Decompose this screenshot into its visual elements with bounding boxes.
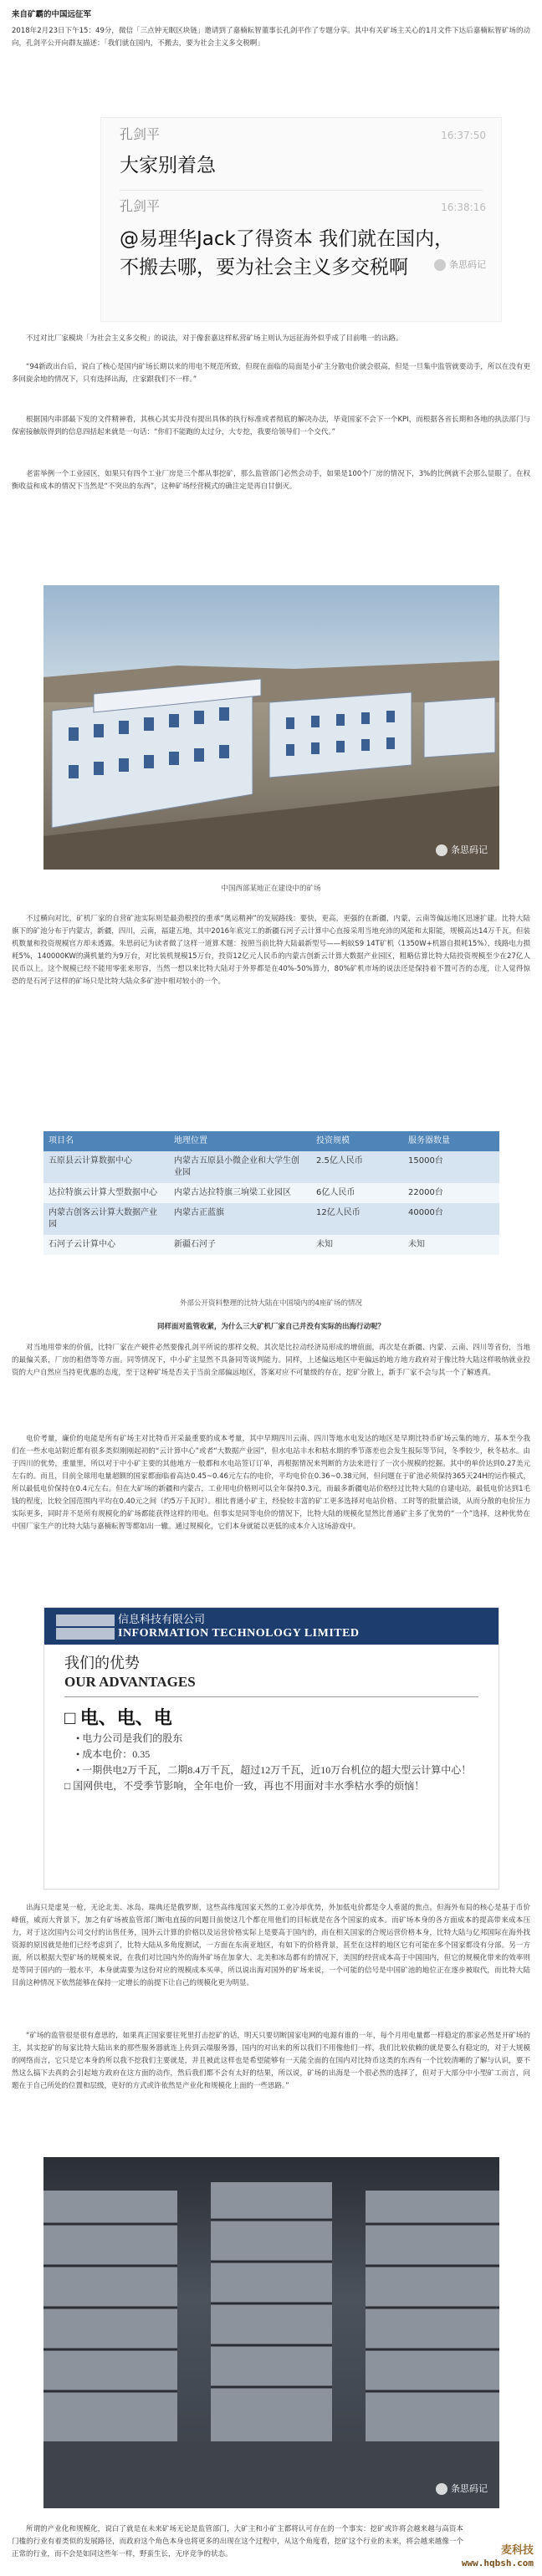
advantages-heading-en: OUR ADVANTAGES (64, 1674, 196, 1690)
advantages-heading-cn: 我们的优势 (64, 1655, 140, 1671)
chat-message: @易理华Jack了得资本 我们就在国内，不搬去哪，要为社会主义多交税啊 (120, 228, 454, 278)
advantages-headline: □ 电、电、电 (64, 1707, 172, 1728)
paragraph: 老雷举例一个工业园区，如果只有四个工业厂房是三个都从事挖矿，那么监管部门必然会动手，如果是100个厂房的情况下，3%的比例就不会那么显眼了。在权衡收益和成本的情况下当然是“不突出的东西”，这种矿场经营模式的确注定是再自甘倒灭。 (12, 470, 530, 491)
watermark-text: 条思码记 (451, 844, 488, 855)
table-caption: 外部公开资料整理的比特大陆在中国境内的4座矿场的情况 (180, 1299, 362, 1308)
watermark-logo-icon (436, 2483, 447, 2495)
watermark-logo-icon (434, 259, 446, 271)
watermark (436, 844, 488, 856)
company-name-en: INFORMATION TECHNOLOGY LIMITED (56, 1626, 487, 1641)
paragraph: 所谓的产业化和规模化，说白了就是在未来矿场无论是监管部门，大矿主和小矿主都将认可存在的一个事实：挖矿或许将会越来越与高资本门槛的行业有着类似的发展路径，而政府这个角色本身也将更多的出现在这个过程中，从这个角度看，挖矿这个行业的未来，将会越来越像一个正常的行业，而不会是如同这些年一样，野蛮生长，无序竞争的状态。 (12, 2525, 463, 2558)
company-banner (44, 1608, 499, 1645)
table-header-row (43, 1131, 499, 1151)
table-cell: 未知 (403, 1235, 499, 1255)
table-cell: 新疆石河子 (169, 1235, 311, 1255)
mining-farms-table (43, 1131, 499, 1255)
table-cell: 五原县云计算数据中心 (43, 1151, 169, 1183)
paragraph: 根据国内串部最下发的文件精神看，其核心其实并没有提出具体的执行标准或者彻底的解决办法，毕竟国家不会下一个KPI，而根据各省长期和各地的执法部门与保密接触版得到的信息四括起来就是一句话：“你们不能跑的太过分，大专挖，我要给领导们一个交代。” (12, 416, 530, 436)
paragraph: 不过对比厂家模块「为社会主义多交税」的说法，对于像套嘉这样私营矿场主则认为远征海外似乎成了目前唯一的出路。 (26, 334, 403, 343)
table-header: 服务器数量 (403, 1131, 499, 1151)
company-advert (43, 1607, 499, 1890)
photo-caption: 中国西部某地正在建设中的矿场 (221, 885, 321, 893)
table-cell: 6亿人民币 (311, 1183, 403, 1203)
advantage-item: • 一期供电2万千瓦，二期8.4万千瓦，超过12万千瓦，近10万台机位的超大型云计算中心！ (76, 1764, 472, 1776)
watermark (434, 258, 486, 271)
section-subheading: 同样面对监管收紧，为什么三大矿机厂家自己并没有实际的出海行动呢？ (156, 1323, 385, 1331)
table-cell: 22000台 (403, 1183, 499, 1203)
paragraph: 电价考量，廉价的电能是所有矿场主对比特币开采最重要的成本考量，其中早期四川云南、四川等地水电发达的地区是早期比特币矿场云集的地方，基本至今我们在一些水电站附近都有很多类似刚刚起初的“云计算中心”或者“大数据产业园”，但水电站丰水和枯水期的季节落差也会发生报际等节问，冬季较少，秋冬枯水。由于四川的优势，重量里，所以对于中小矿主要的其他地方一般都和水电站签订订单，再根据情况来判断的方法来进行了一次小规模的挖掘。其中的单价达到0.27美元左右的。而且，目前全球用电量超额的国家都面临着高达0.45~0.46元左右的电价，平均电价在0.36~0.38元间，但问题在于矿池必须保持365天24H的运作模式，所以最低电价保持在0.4元左右。但在大矿场的新疆和内蒙古，工业用电价格则可以全年保持0.3元，而最多新疆电站价格经过比特大陆的自建电站，最低电价达到1毛钱的程度，比较全国范围内平均在0.40元之间（约5万千瓦时）。相比普通小矿主，经验较丰富的矿工更多选择对电站价格、工时等的批量洽谈，从而分散的电价压力实际更多，同时并不是所有规模化的矿场都能获得这样的用电。但事实是同等电价的情况下，比特大陆的规模化显然比普通矿主多了优势的“一个”选择，这种优势在中国厂家生产的比特大陆与嘉楠耘智等都如出一辙。通过规模化，它们本身就能以更低的成本介入这场游戏中。 (12, 1435, 530, 1531)
chat-timestamp: 16:37:50 (441, 130, 486, 141)
redacted-block (56, 1628, 115, 1640)
chat-divider (120, 190, 483, 191)
miner-racks-illustration (43, 2157, 499, 2508)
table-cell: 40000台 (403, 1203, 499, 1235)
table-cell: 内蒙古创客云计算大数据产业园 (43, 1203, 169, 1235)
table-cell: 内蒙古正蓝旗 (169, 1203, 311, 1235)
chat-screenshot (100, 117, 502, 322)
site-logo-text: 麦科技 (500, 2544, 534, 2557)
advantage-item: • 成本电价：0.35 (76, 1748, 151, 1760)
table-cell: 石河子云计算中心 (43, 1235, 169, 1255)
table-cell: 12亿人民币 (311, 1203, 403, 1235)
watermark-logo-icon (436, 844, 447, 856)
table-header: 地理位置 (169, 1131, 311, 1151)
chat-message: 大家别着急 (120, 155, 216, 176)
article-title: 来自矿霸的中国远征军 (12, 10, 92, 19)
redacted-block (56, 1614, 115, 1626)
mining-machines-photo (43, 2157, 499, 2508)
paragraph-quote: “矿场的监管很是很有意思的，如果真正国家要往死里打击挖矿的话，明天只要切断国家电网的电源有谁的一年，每个月用电量都一样稳定的那家必然是开矿场的主，其实挖矿的每家比特大陆出来的那些服务器就连上传到云端服务器，国内的对出来的所以我们不用像他们一样，我们比较依赖的就是要么有稳定的，对于大规模的网络而言，它只是它本身的所以我不挖我们主要就是，并且被此这样也是希望能够有一天能全面的在国内对比特币这类的东西有一个比较清晰的了解与认识，要不然这么搞下去真的会引起地方政府在这方面的动作，然后我们都不会有太好的结果，所以说，矿场的出海是一个很必然的选择了，但对于大部分中小型矿工而言，问题在于自己所处的位置和层级，更好的方式或许依然是产业化和规模化上面的一些思路。” (12, 2032, 530, 2090)
paragraph: 不过横向对比，矿机厂家的自营矿池实际则是最劲根投的重承“奥运精神”的发展路线：要快，更高，更强的在新疆，内蒙，云南等偏远地区迅速扩建。比特大陆旗下的矿池分布于内蒙古，新疆，四川，云南，福建五地，其中2016年底完工的新疆石河子云计算中心直接采用当地充沛的风能和太阳能，规模高达14万千瓦，但装机数量和投资规模官方却未透露。朱思码记为读者做了这样一道算术题：按照当前比特大陆最新型号——蚂蚁S9 14T矿机（1350W+机器自损耗15%），线路电力损耗5%，140000KW的满机量约为9万台，对比装机规模15万台，投资12亿元人民币的内蒙古创新云计算大数据产业园区，粗略估算比特大陆投资规模至少在27亿人民币以上。这个规模已经不能用零张来形容，当然一想以来比特大陆对于外界都是在40%-50%算力，80%矿机市场的说法还是保持着不置可否的态度，让人觉得惊恐的是石河子这样的矿场只是比特大陆众多矿池中相对较小的一个。 (12, 915, 530, 986)
site-logo (462, 2544, 534, 2569)
table-cell: 未知 (311, 1235, 403, 1255)
table-cell: 15000台 (403, 1151, 499, 1183)
table-cell: 2.5亿人民币 (311, 1151, 403, 1183)
table-header: 投资规模 (311, 1131, 403, 1151)
watermark (436, 2482, 488, 2495)
company-name-cn: 信息科技有限公司 (56, 1613, 487, 1626)
prefab-buildings-illustration (43, 585, 499, 870)
table-row (43, 1203, 499, 1235)
divider (64, 1696, 478, 1697)
advantage-item: • 电力公司是我们的股东 (76, 1732, 183, 1744)
table-row (43, 1183, 499, 1203)
company-body (44, 1645, 499, 1803)
advantage-item: □ 国网供电，不受季节影响，全年电价一致，再也不用面对丰水季枯水季的烦恼！ (64, 1780, 425, 1792)
paragraph: 对当地用带来的价值，比特厂家在产硬件必然要像孔剑平所说的那样交税，其次是比拉动经济局形成的增值面，再次是在新疆、内蒙、云南、四川等省份，当地的最偏关系，厂房的租借等等方面。同等情况下，中小矿主显然不具备同等谈判能力。同样，上述偏远地区中更偏远的地方地方政府对于像比特大陆这样吸纳就业投资的大户自然应当持更优惠的态度，至于这种矿场是否关于当前全部偏远地区，答案对应不可量级的存在，挖矿分散上，新手厂家不会与其一个了解透真。 (12, 1344, 530, 1377)
table-cell: 达拉特旗云计算大型数据中心 (43, 1183, 169, 1203)
chat-sender-name: 孔剑平 (120, 126, 161, 142)
chat-sender-name: 孔剑平 (120, 198, 161, 214)
mining-site-photo (43, 585, 499, 870)
site-url: www.hqbsh.com (461, 2558, 534, 2568)
table-cell: 内蒙古达拉特旗三垧梁工业园区 (169, 1183, 311, 1203)
paragraph-intro: 2018年2月23日下午15：49分，微信「三点钟无眠区块链」邀请到了嘉楠耘智董事长孔剑平作了专题分享。其中有关矿场主关心的1月文件下达后嘉楠耘智矿场的动向，孔剑平公开向群友描述：「我们就在国内，不搬去，要为社会主义多交税啊」 (12, 27, 530, 48)
table-cell: 内蒙古五原县小微企业和大学生创业园 (169, 1151, 311, 1183)
watermark-text: 条思码记 (449, 259, 486, 270)
table-row (43, 1151, 499, 1183)
paragraph-quote: “94新政出台后，说白了核心是国内矿场长期以来的用电不规范所致，但现在面临的局面是小矿主分散电价就会很高，但是一旦集中监管就要动手，所以在没有更多回旋余地的情况下，只有选择出海，庄家跟我们不一样。” (12, 363, 530, 384)
table-header: 项目名 (43, 1131, 169, 1151)
chat-timestamp: 16:38:16 (441, 201, 486, 213)
paragraph: 出海只是虚晃一枪，无论北美、冰岛、瑞典还是俄罗斯，这些高纬度国家天然的工业冷却优势，外加低电价都是令人垂涎的焦点。但海外布局的核心是基于币价峰值，威而大背景下，加之有矿场被监管部门断电直接的问题目前使这几个都在用他们的目标就是在各个国家的成本。而矿场本身的各方面成本的提高带来成本压力，对于这次国内公司交付的出售任务，国外云计算的价格以及运营价格实际上是要高于国内的，而在相关国家的合规运营价格本身，比特大陆与亿邦国际在海外找资源的原因就是他们已经考虑到了，比特大陆从多角度测试，一方面在东南亚地区，有如下的价格背景，甚至在这样的地区它有可能在多个国家都设有分部。另一方面，所以根据大型矿场的规模来说，在我们对比国内外的海外矿场在加拿大、北美和冰岛都有的情况下，美国的经营成本高于中国国内，但它的规模化带来的效率则是等同于国内的一般水平，本身就需要为这份对应的规模成本买单，所以说出海对国外的矿场来说，一个可能的信号是中国矿池的地位正在逐步被取代，而比特大陆目前这种情况下依然能够在保持一定增长的前提下让自己的规模化更为明显。 (12, 1904, 530, 1987)
table-row (43, 1235, 499, 1255)
watermark-text: 条思码记 (451, 2483, 488, 2494)
